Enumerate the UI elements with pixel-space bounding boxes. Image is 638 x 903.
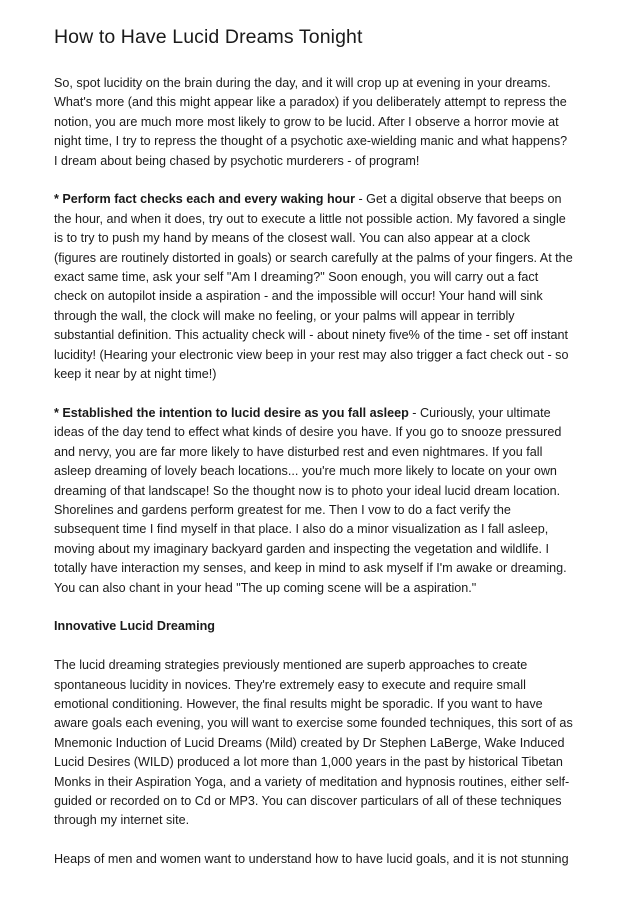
section-heading: Innovative Lucid Dreaming <box>54 619 215 634</box>
text-line: Mnemonic Induction of Lucid Dreams (Mild) created by Dr Stephen LaBerge, Wake Induced <box>54 735 565 750</box>
paragraph-intention <box>54 404 594 598</box>
text-line <box>54 404 594 423</box>
text-line: keep it near by at night time!) <box>54 367 217 382</box>
text-line: notion, you are much more most likely to grow to be lucid. After I observe a horror movie at <box>54 114 559 129</box>
text-line: totally have interaction my senses, and keep in mind to ask myself if I'm awake or dreaming. <box>54 561 567 576</box>
text-line: Shorelines and gardens perform greatest for me. Then I vow to do a fact verify the <box>54 502 511 517</box>
text-line: through the wall, the clock will make no feeling, or your palms will appear in terribly <box>54 308 515 323</box>
paragraph-lead-rest: - Curiously, your ultimate <box>408 405 551 420</box>
text-line: night time, I try to repress the thought of a psychotic axe-wielding manic and what happens? <box>54 134 568 149</box>
text-line: the hour, and when it does, try out to execute a little not possible action. My favored a single <box>54 211 566 226</box>
text-line: through my internet site. <box>54 813 190 828</box>
text-line: aware goals each evening, you will want to exercise some founded techniques, this sort of as <box>54 716 573 731</box>
text-line: (figures are routinely distorted in goals) or search carefully at the palms of your fingers. At the <box>54 250 573 265</box>
text-line: subsequent time I find myself in that place. I also do a minor visualization as I fall asleep, <box>54 522 549 537</box>
text-line: I dream about being chased by psychotic murderers - of program! <box>54 153 420 168</box>
paragraph-innovative <box>54 656 594 831</box>
text-line: The lucid dreaming strategies previously mentioned are superb approaches to create <box>54 658 528 673</box>
text-line: lucidity! (Hearing your electronic view beep in your rest may also trigger a fact check out - so <box>54 347 569 362</box>
paragraph-fact-checks <box>54 190 594 384</box>
text-line: Monks in their Aspiration Yoga, and a variety of meditation and hypnosis routines, either self- <box>54 774 570 789</box>
text-line: dreaming of that landscape! So the thought now is to photo your ideal lucid dream location. <box>54 483 561 498</box>
text-line: So, spot lucidity on the brain during the day, and it will crop up at evening in your dreams. <box>54 76 551 90</box>
page-title: How to Have Lucid Dreams Tonight <box>54 26 363 48</box>
text-line: moving about my imaginary backyard garden and inspecting the vegetation and wildlife. I <box>54 541 549 556</box>
document-page <box>54 24 594 889</box>
paragraph-lead-rest: - Get a digital observe that beeps on <box>354 192 562 207</box>
text-line: spontaneous lucidity in novices. They're extremely easy to execute and require small <box>54 677 526 692</box>
text-line <box>54 190 594 209</box>
text-line: is to try to push my hand by means of the closest wall. You can also appear at a clock <box>54 231 531 246</box>
text-line: exact same time, ask your self "Am I dreaming?" Soon enough, you will carry out a fact <box>54 270 539 285</box>
text-line: guided or recorded on to Cd or MP3. You can discover particulars of all of these techniques <box>54 793 562 808</box>
text-line: substantial definition. This actuality check will - about ninety five% of the time - set off instant <box>54 328 569 343</box>
paragraph-closing <box>54 850 594 869</box>
paragraph-intro <box>54 74 594 171</box>
paragraph-lead: * Established the intention to lucid desire as you fall asleep <box>54 405 409 420</box>
text-line: emotional conditioning. However, the final results might be sporadic. If you want to have <box>54 696 543 711</box>
text-line: You can also chant in your head "The up coming scene will be a aspiration." <box>54 580 477 595</box>
text-line: What's more (and this might appear like a paradox) if you deliberately attempt to repress the <box>54 95 567 110</box>
text-line: and nervy, you are far more likely to have disturbed rest and even nightmares. If you fall <box>54 444 543 459</box>
text-line: Lucid Desires (WILD) produced a lot more than 1,000 years in the past by historical Tibetan <box>54 755 563 770</box>
text-line: check on autopilot inside a aspiration - and the impossible will occur! Your hand will sink <box>54 289 543 304</box>
paragraph-lead: * Perform fact checks each and every waking hour <box>54 192 355 207</box>
text-line: Heaps of men and women want to understand how to have lucid goals, and it is not stunning <box>54 852 569 867</box>
text-line: ideas of the day tend to effect what kinds of desire you have. If you go to snooze pressured <box>54 425 562 440</box>
text-line: asleep dreaming of lovely beach locations... you're much more likely to locate on your own <box>54 464 557 479</box>
